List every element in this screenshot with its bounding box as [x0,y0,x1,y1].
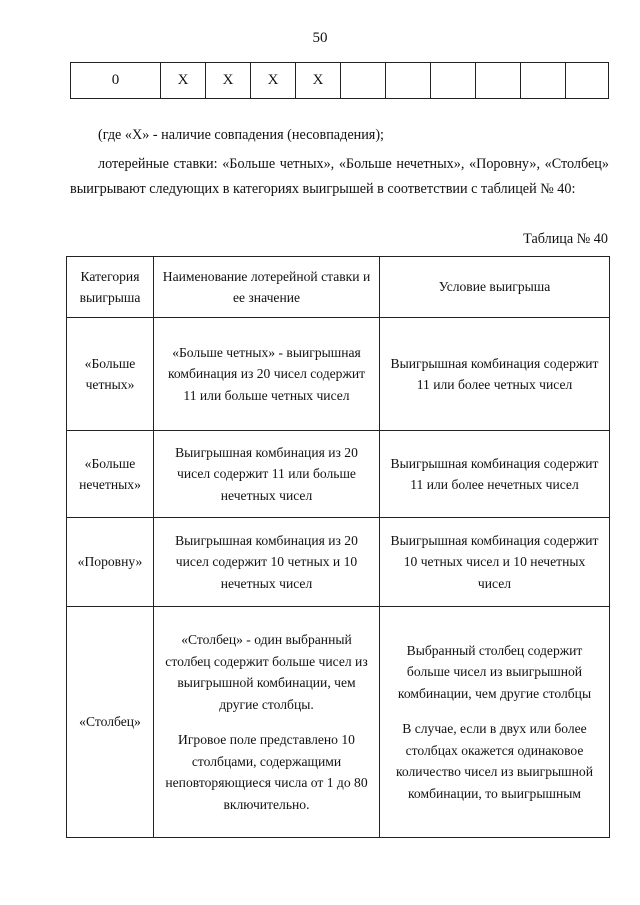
row-bet-name: «Больше четных» - выигрышная комбинация из 20 чисел содержит 11 или больше четных чисел [154,318,380,431]
bet-name-paragraph: «Столбец» - один выбранный столбец содержит больше чисел из выигрышной комбинации, чем другие столбцы. [165,632,368,712]
row-win-condition: Выигрышная комбинация содержит 11 или более четных чисел [380,318,610,431]
legend-paragraph: (где «Х» - наличие совпадения (несовпадения); [98,127,385,143]
row-category: «Столбец» [67,607,154,838]
table-caption: Таблица № 40 [523,231,608,247]
combination-cell: X [251,63,296,99]
table-row [67,318,610,431]
combination-cell [521,63,566,99]
combination-row-table [70,62,609,99]
combination-cell [431,63,476,99]
combination-row [71,63,609,99]
header-bet-name: Наименование лотерейной ставки и ее значение [154,257,380,318]
win-condition-paragraph: В случае, если в двух или более столбцах окажется одинаковое количество чисел из выигрышной комбинации, то выигрышным [395,721,593,801]
combination-cell: X [296,63,341,99]
page-number: 50 [312,30,328,46]
bet-name-paragraph: Игровое поле представлено 10 столбцами, содержащими неповторяющиеся числа от 1 до 80 включительно. [165,732,368,812]
combination-cell [341,63,386,99]
row-category: «Больше четных» [67,318,154,431]
table-row [67,607,610,838]
combination-cell [476,63,521,99]
header-category: Категория выигрыша [67,257,154,318]
row-category: «Больше нечетных» [67,431,154,518]
row-win-condition [380,607,610,838]
row-win-condition: Выигрышная комбинация содержит 11 или более нечетных чисел [380,431,610,518]
table-header-row [67,257,610,318]
row-category: «Поровну» [67,518,154,607]
header-win-condition: Условие выигрыша [380,257,610,318]
combination-cell [566,63,609,99]
combination-cell: 0 [71,63,161,99]
table-row [67,518,610,607]
row-win-condition: Выигрышная комбинация содержит 10 четных чисел и 10 нечетных чисел [380,518,610,607]
combination-cell: X [206,63,251,99]
table-row [67,431,610,518]
row-bet-name: Выигрышная комбинация из 20 чисел содержит 11 или больше нечетных чисел [154,431,380,518]
row-bet-name: Выигрышная комбинация из 20 чисел содержит 10 четных и 10 нечетных чисел [154,518,380,607]
combination-cell: X [161,63,206,99]
win-condition-paragraph: Выбранный столбец содержит больше чисел из выигрышной комбинации, чем другие столбцы [397,642,592,701]
row-bet-name [154,607,380,838]
combination-cell [386,63,431,99]
intro-paragraph: лотерейные ставки: «Больше четных», «Больше нечетных», «Поровну», «Столбец» выигрывают следующих в категориях выигрышей в соответствии с таблицей № 40: [70,156,609,197]
win-conditions-table [66,256,610,838]
